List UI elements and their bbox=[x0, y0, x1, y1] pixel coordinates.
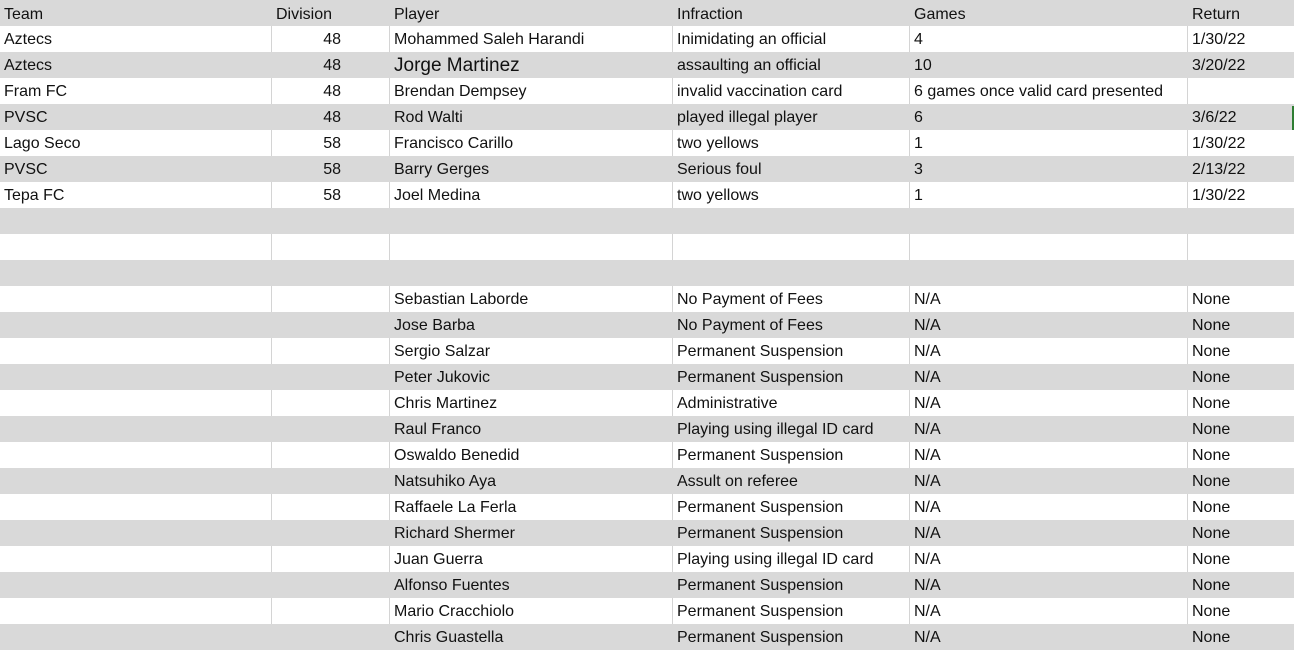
cell-team[interactable] bbox=[0, 624, 272, 650]
cell-player[interactable]: Raffaele La Ferla bbox=[390, 494, 673, 520]
cell-team[interactable] bbox=[0, 520, 272, 546]
cell-return[interactable]: None bbox=[1192, 421, 1231, 438]
table-row bbox=[0, 312, 1294, 338]
header-division[interactable]: Division bbox=[272, 0, 390, 26]
table-row bbox=[0, 104, 1294, 130]
cell-empty[interactable] bbox=[1188, 234, 1294, 260]
cell-return[interactable]: None bbox=[1192, 291, 1231, 308]
table-row bbox=[0, 78, 1294, 104]
cell-division[interactable] bbox=[272, 286, 390, 312]
cell-games[interactable]: N/A bbox=[910, 546, 1188, 572]
cell-player[interactable]: Richard Shermer bbox=[390, 520, 673, 546]
table-row bbox=[0, 156, 1294, 182]
cell-games[interactable]: 4 bbox=[910, 26, 1188, 52]
cell-player[interactable]: Mario Cracchiolo bbox=[390, 598, 673, 624]
cell-infraction[interactable]: Serious foul bbox=[673, 156, 910, 182]
cell-return[interactable]: None bbox=[1192, 551, 1231, 568]
cell-empty[interactable] bbox=[0, 208, 272, 234]
cell-return[interactable]: None bbox=[1192, 603, 1231, 620]
header-games[interactable]: Games bbox=[910, 0, 1188, 26]
cell-empty[interactable] bbox=[910, 234, 1188, 260]
cell-infraction[interactable]: Inimidating an official bbox=[673, 26, 910, 52]
table-row bbox=[0, 442, 1294, 468]
cell-division[interactable] bbox=[272, 468, 390, 494]
cell-games[interactable]: N/A bbox=[910, 494, 1188, 520]
cell-games[interactable]: N/A bbox=[910, 364, 1188, 390]
header-player[interactable]: Player bbox=[390, 0, 673, 26]
cell-empty[interactable] bbox=[673, 234, 910, 260]
cell-infraction[interactable]: Permanent Suspension bbox=[673, 364, 910, 390]
cell-player[interactable]: Alfonso Fuentes bbox=[390, 572, 673, 598]
cell-infraction[interactable]: assaulting an official bbox=[673, 52, 910, 78]
empty-row bbox=[0, 208, 1294, 234]
table-row bbox=[0, 520, 1294, 546]
cell-team[interactable] bbox=[0, 442, 272, 468]
cell-empty[interactable] bbox=[910, 260, 1188, 286]
cell-empty[interactable] bbox=[0, 234, 272, 260]
cell-empty[interactable] bbox=[272, 260, 390, 286]
table-row bbox=[0, 26, 1294, 52]
cell-team[interactable]: Aztecs bbox=[0, 52, 272, 78]
cell-player[interactable]: Rod Walti bbox=[390, 104, 673, 130]
cell-empty[interactable] bbox=[0, 260, 272, 286]
table-row bbox=[0, 416, 1294, 442]
empty-row bbox=[0, 234, 1294, 260]
cell-player[interactable]: Raul Franco bbox=[390, 416, 673, 442]
cell-team[interactable] bbox=[0, 468, 272, 494]
cell-team[interactable] bbox=[0, 338, 272, 364]
cell-division[interactable]: 58 bbox=[272, 156, 390, 182]
cell-player[interactable]: Mohammed Saleh Harandi bbox=[390, 26, 673, 52]
table-row bbox=[0, 364, 1294, 390]
cell-team[interactable] bbox=[0, 286, 272, 312]
cell-return[interactable]: None bbox=[1192, 447, 1231, 464]
cell-empty[interactable] bbox=[673, 260, 910, 286]
cell-division[interactable] bbox=[272, 520, 390, 546]
cell-player[interactable]: Jorge Martinez bbox=[390, 52, 673, 78]
cell-infraction[interactable]: two yellows bbox=[673, 182, 910, 208]
cell-return[interactable]: 1/30/22 bbox=[1192, 135, 1246, 152]
table-row bbox=[0, 494, 1294, 520]
table-row bbox=[0, 598, 1294, 624]
cell-infraction[interactable]: Assult on referee bbox=[673, 468, 910, 494]
cell-division[interactable] bbox=[272, 546, 390, 572]
cell-infraction[interactable]: Permanent Suspension bbox=[673, 494, 910, 520]
cell-infraction[interactable]: Playing using illegal ID card bbox=[673, 546, 910, 572]
cell-division[interactable] bbox=[272, 572, 390, 598]
cell-infraction[interactable]: Permanent Suspension bbox=[673, 624, 910, 650]
cell-games[interactable]: 1 bbox=[910, 130, 1188, 156]
cell-division[interactable] bbox=[272, 598, 390, 624]
cell-infraction[interactable]: played illegal player bbox=[673, 104, 910, 130]
cell-games[interactable]: N/A bbox=[910, 624, 1188, 650]
cell-division[interactable]: 48 bbox=[272, 52, 390, 78]
cell-division[interactable] bbox=[272, 338, 390, 364]
cell-player[interactable]: Barry Gerges bbox=[390, 156, 673, 182]
cell-division[interactable] bbox=[272, 390, 390, 416]
header-team[interactable]: Team bbox=[0, 0, 272, 26]
cell-player[interactable]: Francisco Carillo bbox=[390, 130, 673, 156]
cell-games[interactable]: N/A bbox=[910, 312, 1188, 338]
cell-infraction[interactable]: invalid vaccination card bbox=[673, 78, 910, 104]
header-row bbox=[0, 0, 1294, 26]
cell-empty[interactable] bbox=[1188, 260, 1294, 286]
cell-team[interactable] bbox=[0, 598, 272, 624]
cell-division[interactable]: 58 bbox=[272, 182, 390, 208]
cell-infraction[interactable]: Administrative bbox=[673, 390, 910, 416]
cell-return[interactable]: None bbox=[1192, 317, 1231, 334]
cell-division[interactable]: 48 bbox=[272, 78, 390, 104]
cell-team[interactable] bbox=[0, 390, 272, 416]
cell-games[interactable]: 6 games once valid card presented bbox=[910, 78, 1188, 104]
cell-division[interactable] bbox=[272, 442, 390, 468]
cell-return[interactable]: None bbox=[1192, 577, 1231, 594]
cell-return[interactable]: None bbox=[1192, 629, 1231, 646]
cell-empty[interactable] bbox=[390, 208, 673, 234]
cell-return[interactable]: None bbox=[1192, 343, 1231, 360]
table-row bbox=[0, 52, 1294, 78]
header-return[interactable]: Return bbox=[1192, 6, 1241, 23]
cell-division[interactable]: 48 bbox=[272, 104, 390, 130]
table-row bbox=[0, 286, 1294, 312]
cell-player[interactable]: Joel Medina bbox=[390, 182, 673, 208]
cell-team[interactable]: Aztecs bbox=[0, 26, 272, 52]
cell-return[interactable]: None bbox=[1192, 369, 1231, 386]
cell-team[interactable]: Tepa FC bbox=[0, 182, 272, 208]
cell-empty[interactable] bbox=[390, 234, 673, 260]
cell-infraction[interactable]: Permanent Suspension bbox=[673, 598, 910, 624]
cell-player[interactable]: Sergio Salzar bbox=[390, 338, 673, 364]
cell-empty[interactable] bbox=[673, 208, 910, 234]
cell-games[interactable]: N/A bbox=[910, 520, 1188, 546]
cell-infraction[interactable]: No Payment of Fees bbox=[673, 312, 910, 338]
cell-return[interactable]: 1/30/22 bbox=[1192, 187, 1246, 204]
cell-games[interactable]: 3 bbox=[910, 156, 1188, 182]
cell-player[interactable]: Peter Jukovic bbox=[390, 364, 673, 390]
cell-player[interactable]: Jose Barba bbox=[390, 312, 673, 338]
cell-games[interactable]: N/A bbox=[910, 416, 1188, 442]
cell-return[interactable]: 3/20/22 bbox=[1192, 57, 1246, 74]
cell-empty[interactable] bbox=[390, 260, 673, 286]
cell-return[interactable] bbox=[1188, 78, 1294, 104]
cell-return[interactable]: None bbox=[1192, 525, 1231, 542]
cell-games[interactable]: 6 bbox=[910, 104, 1188, 130]
cell-team[interactable] bbox=[0, 312, 272, 338]
cell-division[interactable]: 58 bbox=[272, 130, 390, 156]
cell-empty[interactable] bbox=[272, 234, 390, 260]
cell-empty[interactable] bbox=[272, 208, 390, 234]
cell-team[interactable] bbox=[0, 494, 272, 520]
table-row bbox=[0, 390, 1294, 416]
table-row bbox=[0, 338, 1294, 364]
cell-division[interactable] bbox=[272, 364, 390, 390]
table-row bbox=[0, 468, 1294, 494]
cell-return[interactable]: None bbox=[1192, 473, 1231, 490]
cell-player[interactable]: Natsuhiko Aya bbox=[390, 468, 673, 494]
table-row bbox=[0, 130, 1294, 156]
cell-player[interactable]: Sebastian Laborde bbox=[390, 286, 673, 312]
cell-infraction[interactable]: Permanent Suspension bbox=[673, 442, 910, 468]
table-row bbox=[0, 572, 1294, 598]
cell-return[interactable]: 3/6/22 bbox=[1192, 109, 1237, 126]
cell-infraction[interactable]: Permanent Suspension bbox=[673, 520, 910, 546]
cell-player[interactable]: Oswaldo Benedid bbox=[390, 442, 673, 468]
cell-return[interactable]: None bbox=[1192, 395, 1231, 412]
cell-team[interactable]: Fram FC bbox=[0, 78, 272, 104]
empty-row bbox=[0, 260, 1294, 286]
cell-games[interactable]: N/A bbox=[910, 338, 1188, 364]
cell-player[interactable]: Chris Martinez bbox=[390, 390, 673, 416]
cell-games[interactable]: N/A bbox=[910, 286, 1188, 312]
cell-team[interactable]: Lago Seco bbox=[0, 130, 272, 156]
cell-games[interactable]: N/A bbox=[910, 442, 1188, 468]
cell-return[interactable]: 1/30/22 bbox=[1192, 31, 1246, 48]
cell-team[interactable] bbox=[0, 416, 272, 442]
cell-infraction[interactable]: two yellows bbox=[673, 130, 910, 156]
cell-team[interactable] bbox=[0, 364, 272, 390]
cell-division[interactable] bbox=[272, 494, 390, 520]
cell-games[interactable]: N/A bbox=[910, 468, 1188, 494]
table-row bbox=[0, 182, 1294, 208]
cell-division[interactable]: 48 bbox=[272, 26, 390, 52]
cell-games[interactable]: N/A bbox=[910, 598, 1188, 624]
cell-games[interactable]: N/A bbox=[910, 572, 1188, 598]
cell-empty[interactable] bbox=[910, 208, 1188, 234]
cell-infraction[interactable]: Permanent Suspension bbox=[673, 338, 910, 364]
cell-division[interactable] bbox=[272, 416, 390, 442]
cell-return[interactable]: None bbox=[1192, 499, 1231, 516]
cell-infraction[interactable]: Permanent Suspension bbox=[673, 572, 910, 598]
cell-infraction[interactable]: No Payment of Fees bbox=[673, 286, 910, 312]
cell-division[interactable] bbox=[272, 312, 390, 338]
cell-division[interactable] bbox=[272, 624, 390, 650]
cell-team[interactable]: PVSC bbox=[0, 104, 272, 130]
table-row bbox=[0, 546, 1294, 572]
table-row bbox=[0, 624, 1294, 650]
cell-return[interactable]: 2/13/22 bbox=[1192, 161, 1246, 178]
cell-team[interactable] bbox=[0, 572, 272, 598]
cell-games[interactable]: 10 bbox=[910, 52, 1188, 78]
cell-games[interactable]: N/A bbox=[910, 390, 1188, 416]
cell-player[interactable]: Juan Guerra bbox=[390, 546, 673, 572]
cell-player[interactable]: Brendan Dempsey bbox=[390, 78, 673, 104]
cell-team[interactable]: PVSC bbox=[0, 156, 272, 182]
cell-games[interactable]: 1 bbox=[910, 182, 1188, 208]
cell-team[interactable] bbox=[0, 546, 272, 572]
cell-empty[interactable] bbox=[1188, 208, 1294, 234]
cell-infraction[interactable]: Playing using illegal ID card bbox=[673, 416, 910, 442]
header-infraction[interactable]: Infraction bbox=[673, 0, 910, 26]
cell-player[interactable]: Chris Guastella bbox=[390, 624, 673, 650]
